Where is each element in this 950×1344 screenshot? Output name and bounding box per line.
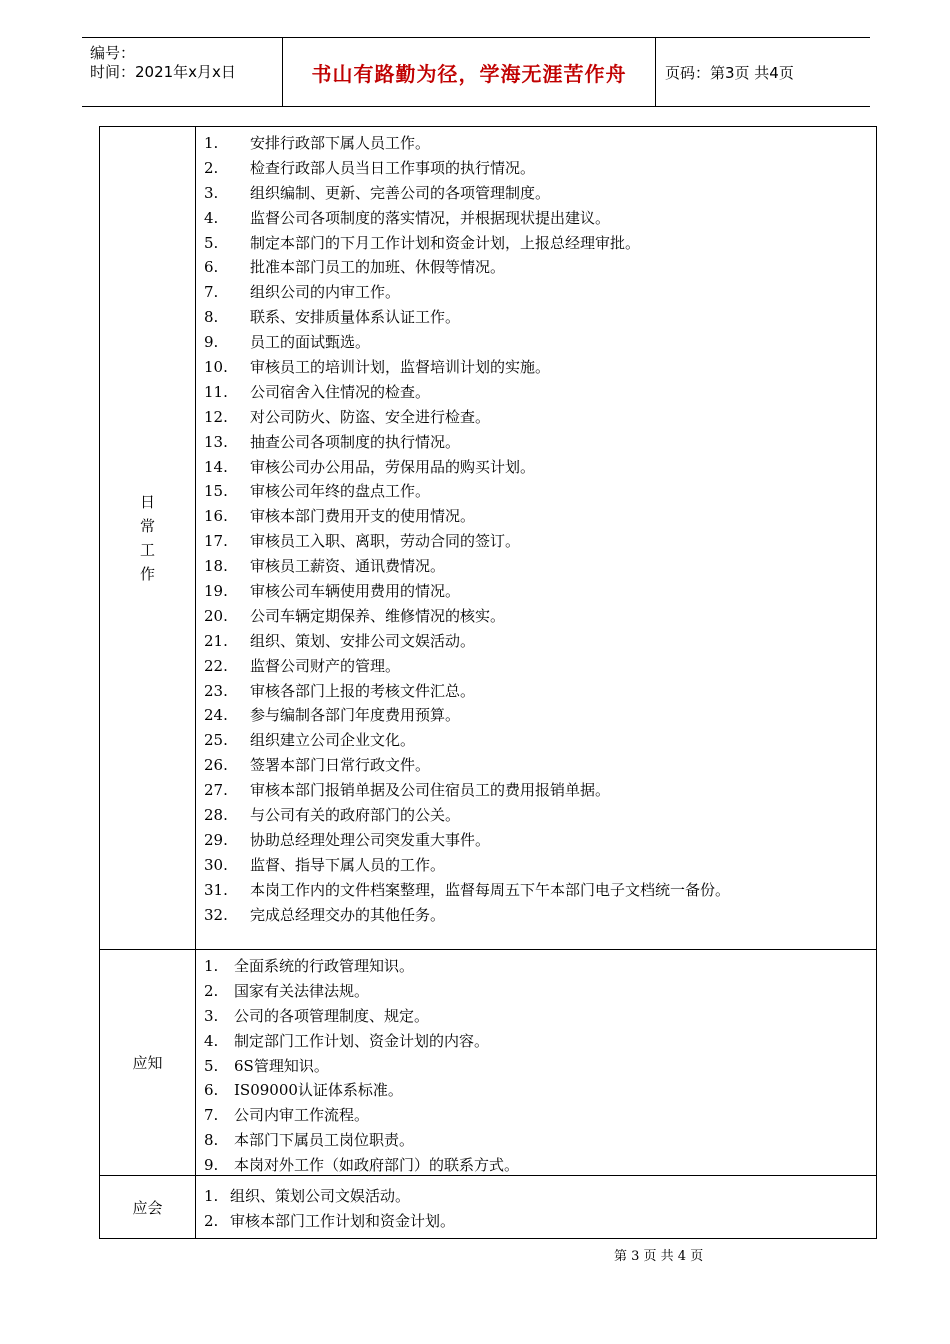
list-item (196, 479, 876, 504)
list-item-text: 完成总经理交办的其他任务。 (250, 905, 446, 924)
list-item-number: 16. (204, 507, 228, 526)
section-label-char: 工 (139, 541, 155, 559)
section-label-should-know: 应知 (100, 950, 196, 1175)
list-item-text: 安排行政部下属人员工作。 (250, 134, 431, 152)
list-item-text: 本岗对外工作（如政府部门）的联系方式。 (234, 1156, 520, 1175)
list-item-text: 全面系统的行政管理知识。 (234, 957, 415, 975)
list-item-text: 与公司有关的政府部门的公关。 (250, 806, 461, 825)
list-item-number: 6. (204, 1081, 219, 1100)
list-item-text: 审核员工的培训计划，监督培训计划的实施。 (250, 358, 551, 377)
list-item (196, 554, 876, 579)
list-item (196, 206, 876, 231)
section-label-char: 日 (139, 493, 155, 511)
list-item (196, 803, 876, 828)
list-item (196, 1128, 876, 1153)
list-item-number: 21. (204, 631, 228, 650)
page-footer: 第 3 页 共 4 页 (614, 1249, 704, 1264)
list-item (196, 255, 876, 280)
list-item-text: 6S管理知识。 (234, 1056, 329, 1075)
list-item-number: 32. (204, 905, 228, 924)
list-item-text: 协助总经理处理公司突发重大事件。 (250, 830, 491, 849)
list-item (196, 1078, 876, 1103)
list-item (196, 778, 876, 803)
list-item (196, 1103, 876, 1128)
section-content-should-do (196, 1176, 876, 1238)
list-item (196, 529, 876, 554)
list-item (196, 305, 876, 330)
list-item (196, 1004, 876, 1029)
list-item-number: 1. (204, 957, 219, 975)
list-item-text: 公司内审工作流程。 (234, 1106, 370, 1125)
list-item (196, 1184, 876, 1209)
list-item-number: 2. (204, 1211, 219, 1230)
list-item-text: 审核公司办公用品，劳保用品的购买计划。 (250, 457, 536, 476)
list-item (196, 131, 876, 156)
list-item-text: 审核各部门上报的考核文件汇总。 (250, 681, 476, 700)
list-item-text: 对公司防火、防盗、安全进行检查。 (250, 407, 491, 426)
list-item-text: 抽查公司各项制度的执行情况。 (250, 432, 461, 451)
list-item-number: 19. (204, 582, 228, 601)
list-item (196, 1029, 876, 1054)
list-item-text: 签署本部门日常行政文件。 (250, 756, 431, 775)
list-item (196, 1209, 876, 1234)
page-info: 页码：第3页 共4页 (665, 63, 794, 82)
list-item-text: IS09000认证体系标准。 (234, 1081, 403, 1100)
list-item-text: 联系、安排质量体系认证工作。 (250, 308, 461, 327)
list-item-number: 26. (204, 756, 228, 775)
list-item (196, 156, 876, 181)
section-content-daily-work (196, 127, 876, 949)
list-item-number: 2. (204, 981, 219, 1000)
list-item (196, 878, 876, 903)
list-item (196, 853, 876, 878)
list-item-number: 24. (204, 706, 228, 725)
list-item-text: 制定部门工作计划、资金计划的内容。 (234, 1031, 490, 1050)
document-header (82, 37, 870, 107)
list-item-number: 4. (204, 208, 219, 227)
section-label-char: 作 (139, 565, 155, 583)
list-item-number: 29. (204, 830, 228, 849)
list-item-text: 公司车辆定期保养、维修情况的核实。 (250, 606, 506, 625)
list-item-number: 9. (204, 333, 219, 352)
list-item-text: 审核本部门报销单据及公司住宿员工的费用报销单据。 (250, 781, 611, 800)
duty-table (99, 126, 877, 1239)
list-item-text: 审核本部门工作计划和资金计划。 (230, 1211, 456, 1230)
list-item-text: 本岗工作内的文件档案整理，监督每周五下午本部门电子文档统一备份。 (250, 880, 731, 899)
list-item-text: 审核公司年终的盘点工作。 (250, 482, 431, 501)
list-item-number: 1. (204, 134, 219, 152)
time-label: 时间：2021年x月x日 (90, 63, 236, 81)
list-item-number: 25. (204, 731, 228, 750)
list-item (196, 280, 876, 305)
list-item-number: 30. (204, 855, 228, 874)
list-item-text: 监督公司各项制度的落实情况，并根据现状提出建议。 (250, 208, 611, 227)
list-item-text: 监督、指导下属人员的工作。 (250, 855, 446, 874)
list-item-text: 审核公司车辆使用费用的情况。 (250, 582, 461, 601)
list-item (196, 455, 876, 480)
motto-text: 书山有路勤为径，学海无涯苦作舟 (311, 61, 627, 86)
list-item (196, 654, 876, 679)
list-item-text: 组织建立公司企业文化。 (250, 731, 416, 750)
list-item (196, 828, 876, 853)
list-item-number: 8. (204, 1131, 219, 1150)
should-do-list (196, 1176, 876, 1234)
section-label-daily-work (100, 127, 196, 949)
list-item-number: 2. (204, 158, 219, 177)
list-item (196, 181, 876, 206)
list-item-number: 14. (204, 457, 228, 476)
list-item (196, 728, 876, 753)
list-item (196, 504, 876, 529)
list-item-text: 审核员工入职、离职，劳动合同的签订。 (250, 532, 521, 551)
list-item-text: 员工的面试甄选。 (250, 333, 371, 352)
list-item (196, 1054, 876, 1079)
list-item-text: 参与编制各部门年度费用预算。 (250, 706, 461, 725)
list-item-number: 9. (204, 1156, 219, 1175)
list-item-number: 5. (204, 1056, 219, 1075)
list-item-number: 20. (204, 606, 228, 625)
list-item-number: 3. (204, 1006, 219, 1025)
section-row-should-do (100, 1175, 876, 1238)
section-content-should-know (196, 950, 876, 1175)
list-item-text: 组织公司的内审工作。 (250, 283, 401, 302)
list-item (196, 330, 876, 355)
list-item (196, 430, 876, 455)
list-item-text: 国家有关法律法规。 (234, 981, 370, 1000)
list-item (196, 231, 876, 256)
header-motto-cell (282, 38, 656, 106)
list-item-text: 公司的各项管理制度、规定。 (234, 1006, 430, 1025)
header-meta (82, 38, 282, 106)
list-item-text: 监督公司财产的管理。 (250, 656, 401, 675)
list-item-text: 公司宿舍入住情况的检查。 (250, 382, 431, 401)
list-item-number: 12. (204, 407, 228, 426)
list-item-number: 7. (204, 1106, 219, 1125)
list-item (196, 604, 876, 629)
list-item (196, 629, 876, 654)
section-row-daily-work (100, 127, 876, 949)
list-item-text: 检查行政部人员当日工作事项的执行情况。 (250, 158, 536, 177)
code-label: 编号： (90, 44, 136, 62)
list-item-text: 组织、策划公司文娱活动。 (230, 1187, 411, 1205)
list-item (196, 380, 876, 405)
list-item (196, 753, 876, 778)
list-item-number: 11. (204, 382, 228, 401)
list-item-text: 本部门下属员工岗位职责。 (234, 1131, 415, 1150)
list-item-number: 27. (204, 781, 228, 800)
list-item (196, 579, 876, 604)
list-item (196, 703, 876, 728)
list-item-number: 22. (204, 656, 228, 675)
list-item-number: 18. (204, 557, 228, 576)
list-item (196, 679, 876, 704)
list-item-number: 7. (204, 283, 219, 302)
should-know-list (196, 950, 876, 1178)
list-item-number: 15. (204, 482, 228, 501)
list-item-text: 审核本部门费用开支的使用情况。 (250, 507, 476, 526)
list-item-number: 17. (204, 532, 228, 551)
daily-work-list (196, 127, 876, 928)
list-item-text: 制定本部门的下月工作计划和资金计划，上报总经理审批。 (250, 233, 641, 252)
list-item-number: 4. (204, 1031, 219, 1050)
section-label-should-do: 应会 (100, 1176, 196, 1238)
list-item-number: 8. (204, 308, 219, 327)
section-row-should-know (100, 949, 876, 1175)
list-item-number: 23. (204, 681, 228, 700)
list-item (196, 355, 876, 380)
list-item-number: 13. (204, 432, 228, 451)
list-item-text: 组织编制、更新、完善公司的各项管理制度。 (250, 183, 551, 202)
list-item-number: 5. (204, 233, 219, 252)
section-label-char: 常 (139, 517, 155, 535)
list-item (196, 954, 876, 979)
list-item-text: 批准本部门员工的加班、休假等情况。 (250, 258, 506, 277)
list-item-number: 6. (204, 258, 219, 277)
list-item (196, 903, 876, 928)
list-item-number: 28. (204, 806, 228, 825)
list-item-number: 3. (204, 183, 219, 202)
list-item-number: 10. (204, 358, 228, 377)
header-page-info-cell (655, 38, 870, 106)
list-item-text: 审核员工薪资、通讯费情况。 (250, 557, 446, 576)
list-item-text: 组织、策划、安排公司文娱活动。 (250, 631, 476, 650)
list-item (196, 405, 876, 430)
list-item-number: 1. (204, 1187, 219, 1205)
list-item (196, 979, 876, 1004)
list-item-number: 31. (204, 880, 228, 899)
